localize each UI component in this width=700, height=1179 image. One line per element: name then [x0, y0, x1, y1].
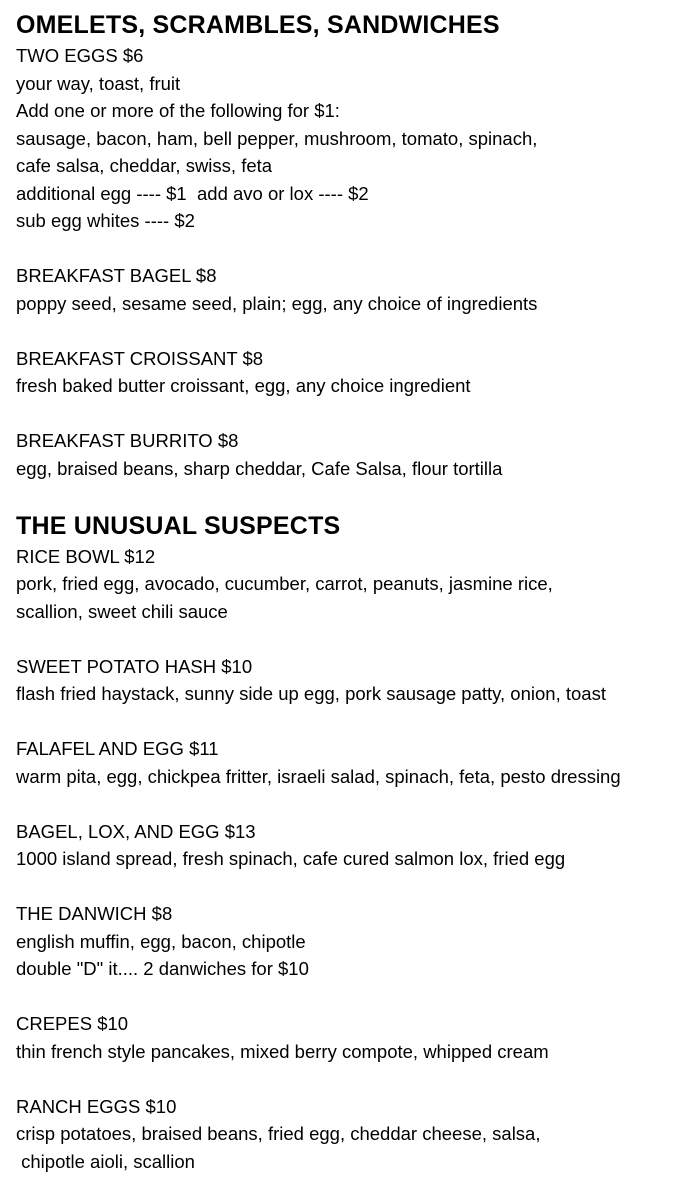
item-spacer [16, 873, 696, 901]
section-title: OMELETS, SCRAMBLES, SANDWICHES [16, 11, 500, 39]
menu-item-description: chipotle aioli, scallion [16, 1150, 195, 1172]
menu-item-description: double "D" it.... 2 danwiches for $10 [16, 958, 309, 979]
menu-page [16, 9, 696, 1175]
menu-item [16, 653, 696, 708]
menu-item-description: fresh baked butter croissant, egg, any choice ingredient [16, 375, 471, 396]
item-spacer [16, 400, 696, 428]
menu-item-name: THE DANWICH $8 [16, 903, 173, 924]
menu-content [16, 9, 696, 1175]
menu-item [16, 345, 696, 400]
menu-item [16, 818, 696, 873]
menu-section [16, 510, 696, 1176]
menu-item-description: crisp potatoes, braised beans, fried egg, cheddar cheese, salsa, [16, 1123, 541, 1144]
menu-item [16, 1010, 696, 1065]
menu-item-description: your way, toast, fruit [16, 72, 181, 94]
menu-item-name: FALAFEL AND EGG $11 [16, 738, 219, 759]
item-spacer [16, 983, 696, 1011]
menu-item-description: warm pita, egg, chickpea fritter, israeli salad, spinach, feta, pesto dressing [16, 765, 621, 787]
menu-item-name: BAGEL, LOX, AND EGG $13 [16, 820, 256, 842]
menu-item-description: scallion, sweet chili sauce [16, 600, 228, 622]
menu-item-description: 1000 island spread, fresh spinach, cafe cured salmon lox, fried egg [16, 848, 566, 869]
menu-item [16, 900, 696, 983]
item-spacer [16, 235, 696, 263]
menu-item [16, 735, 696, 790]
item-spacer [16, 625, 696, 653]
menu-item-description: poppy seed, sesame seed, plain; egg, any choice of ingredients [16, 292, 538, 314]
menu-item-description: thin french style pancakes, mixed berry compote, whipped cream [16, 1040, 549, 1062]
item-spacer [16, 790, 696, 818]
menu-item [16, 543, 696, 626]
menu-item-description: sub egg whites ---- $2 [16, 210, 195, 231]
menu-item-description: english muffin, egg, bacon, chipotle [16, 930, 306, 952]
menu-item-name: BREAKFAST CROISSANT $8 [16, 347, 264, 369]
section-spacer [16, 482, 696, 510]
menu-item-name: TWO EGGS $6 [16, 45, 144, 66]
item-spacer [16, 1065, 696, 1093]
menu-item-description: flash fried haystack, sunny side up egg, pork sausage patty, onion, toast [16, 683, 606, 704]
item-spacer [16, 708, 696, 736]
menu-section [16, 9, 696, 510]
menu-item-description: pork, fried egg, avocado, cucumber, carrot, peanuts, jasmine rice, [16, 573, 553, 594]
menu-item-name: RICE BOWL $12 [16, 545, 156, 567]
menu-item-name: CREPES $10 [16, 1013, 129, 1034]
menu-item-name: BREAKFAST BAGEL $8 [16, 265, 217, 286]
menu-item-description: egg, braised beans, sharp cheddar, Cafe Salsa, flour tortilla [16, 457, 503, 479]
menu-item-description: additional egg ---- $1 add avo or lox ---- $2 [16, 182, 369, 204]
menu-item-name: SWEET POTATO HASH $10 [16, 655, 253, 677]
menu-item-description: cafe salsa, cheddar, swiss, feta [16, 155, 273, 176]
menu-item [16, 42, 696, 235]
menu-item-description: sausage, bacon, ham, bell pepper, mushroom, tomato, spinach, [16, 127, 538, 149]
menu-item-name: BREAKFAST BURRITO $8 [16, 430, 239, 451]
section-title: THE UNUSUAL SUSPECTS [16, 511, 341, 540]
menu-item-description: Add one or more of the following for $1: [16, 100, 340, 121]
item-spacer [16, 317, 696, 345]
menu-item [16, 262, 696, 317]
menu-item-name: RANCH EGGS $10 [16, 1095, 177, 1117]
menu-item [16, 427, 696, 482]
menu-item [16, 1093, 696, 1176]
